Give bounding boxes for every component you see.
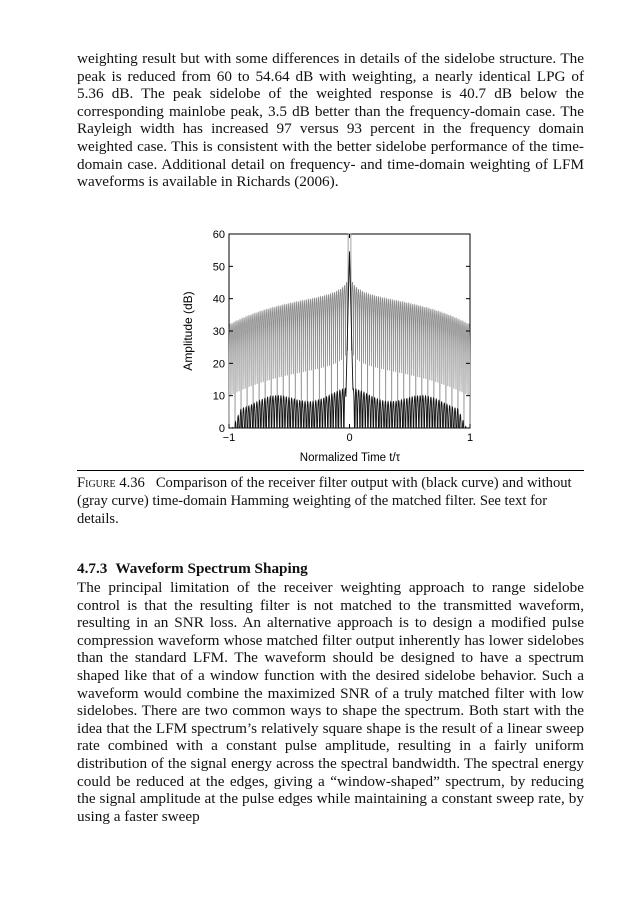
y-tick-label: 60 [212, 229, 225, 241]
figure-label: Figure 4.36 [77, 475, 145, 491]
section-title: Waveform Spectrum Shaping [115, 560, 308, 577]
chart-svg [170, 222, 490, 467]
figure-caption-text: Comparison of the receiver filter output with (black curve) and without (gray curve) time-domain Hamming weighting of the matched filter. See text for details. [77, 475, 572, 527]
figure-chart [170, 222, 490, 467]
body-paragraph-section: The principal limitation of the receiver weighting approach to range sidelobe control is that the resulting filter is not matched to the transmitted waveform, resulting in an SNR loss. An alternative approach is to design a modified pulse compression waveform whose matched filter output inherently has lower sidelobes than the standard LFM. The waveform should be designed to have a spectrum shaped like that of a window function with the desired sidelobe behavior. Such a waveform would combine the maximized SNR of a truly matched filter with low sidelobes. There are two common ways to shape the spectrum. Both start with the idea that the LFM spectrum’s relatively square shape is the result of a linear sweep rate combined with a constant pulse amplitude, resulting in a fairly uniform distribution of the signal energy across the spectral bandwidth. The spectral energy could be reduced at the edges, giving a “window-shaped” spectrum, by reducing the signal amplitude at the pulse edges while maintaining a constant sweep rate, by using a faster sweep [77, 579, 584, 825]
y-tick-label: 10 [212, 390, 225, 403]
y-tick-label: 50 [212, 261, 225, 274]
y-tick-label: 40 [212, 293, 225, 306]
figure-caption [77, 470, 584, 528]
y-tick-label: 30 [212, 326, 225, 338]
section-number: 4.7.3 [77, 560, 108, 577]
y-axis-label: Amplitude (dB) [181, 291, 195, 371]
section-heading [77, 560, 308, 578]
x-tick-label: 1 [466, 432, 474, 444]
y-tick-label: 0 [218, 423, 225, 435]
x-axis-label: Normalized Time t/τ [299, 452, 401, 464]
x-tick-label: 0 [346, 432, 353, 444]
x-tick-label: −1 [222, 432, 236, 444]
body-paragraph-top: weighting result but with some differences in details of the sidelobe structure. The peak is reduced from 60 to 54.64 dB with weighting, a nearly identical LPG of 5.36 dB. The peak sidelobe of the weighted response is 40.7 dB below the corresponding mainlobe peak, 3.5 dB better than the frequency-domain case. The Rayleigh width has increased 97 versus 93 percent in the frequency domain weighted case. This is consistent with the better sidelobe performance of the time-domain case. Additional detail on frequency- and time-domain weighting of LFM waveforms is available in Richards (2006). [77, 50, 584, 191]
y-tick-label: 20 [212, 358, 225, 371]
